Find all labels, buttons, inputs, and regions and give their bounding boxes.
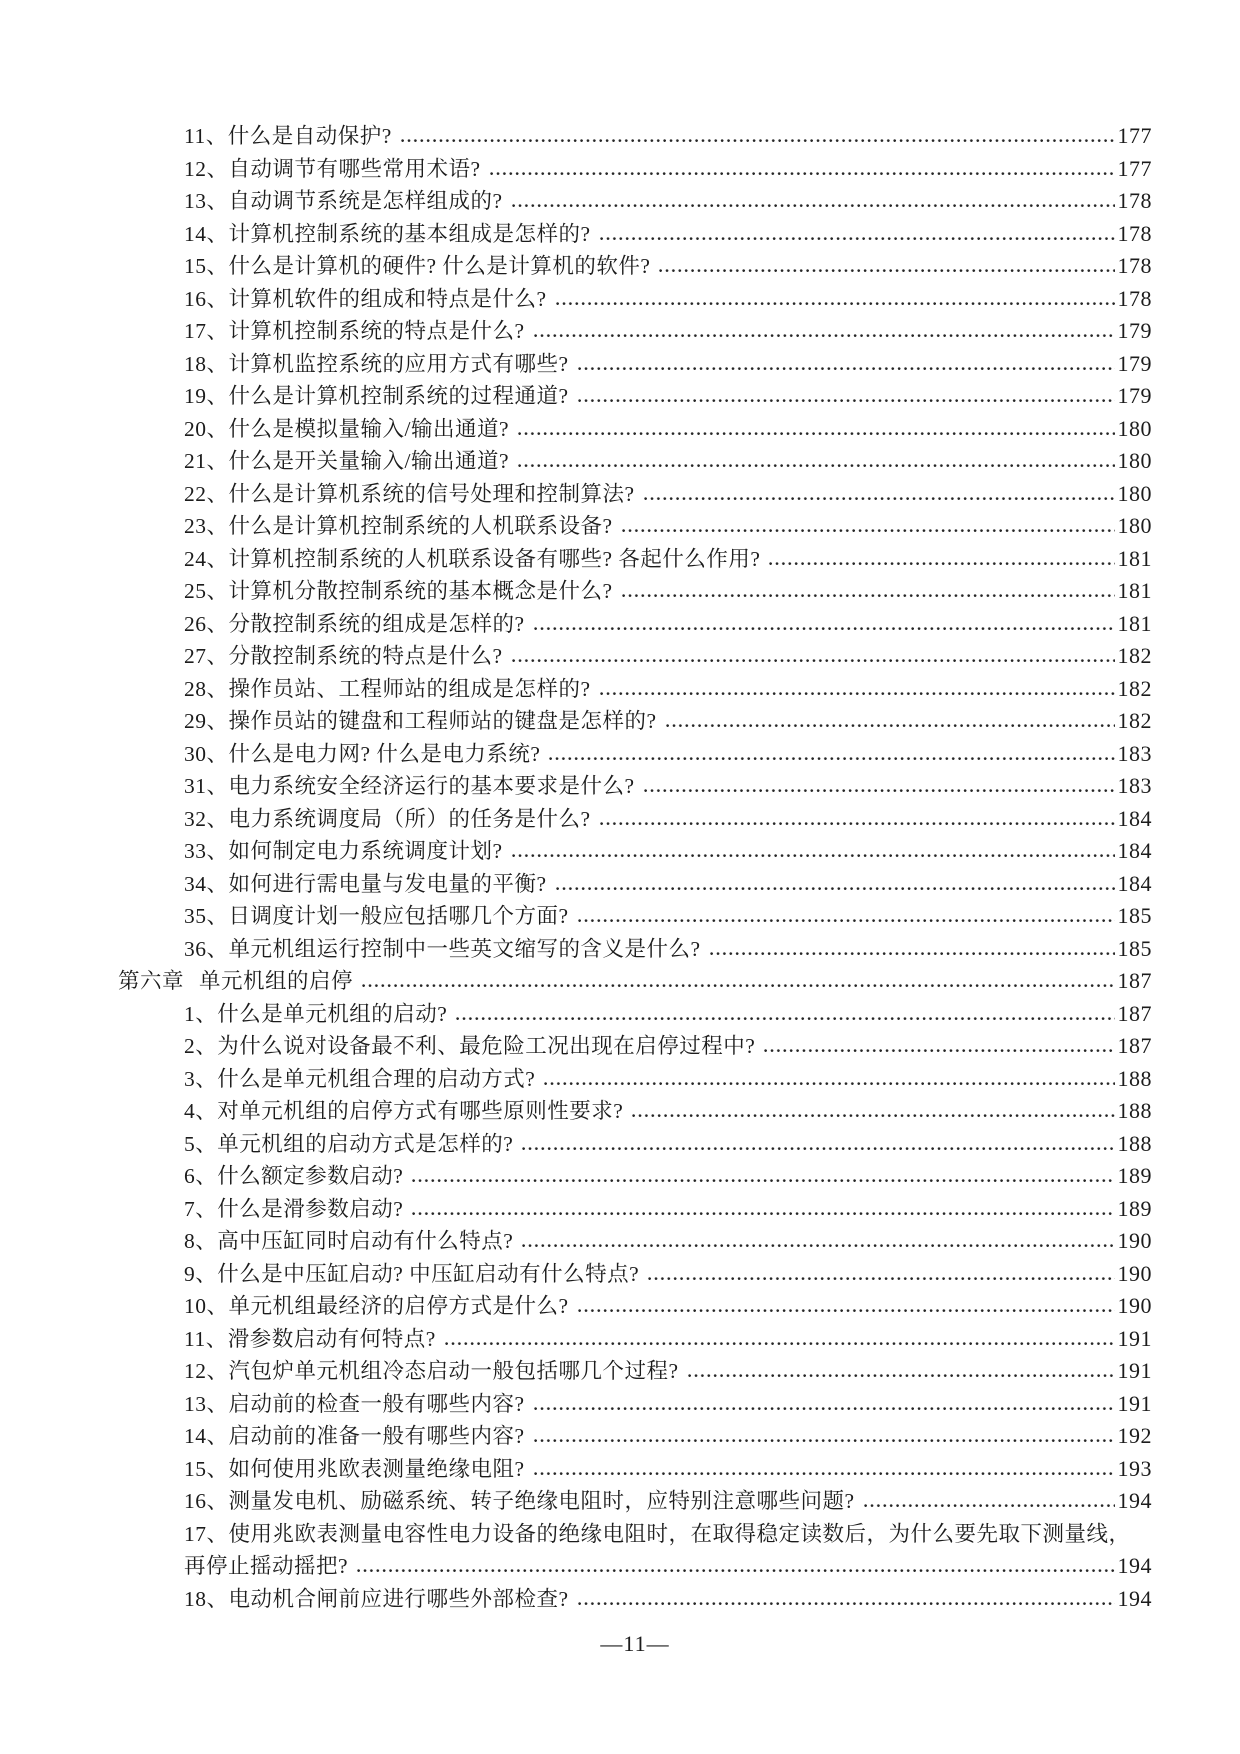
dot-leader [578, 1308, 1115, 1313]
dot-leader [490, 171, 1115, 176]
toc-page-number: 194 [1117, 1488, 1152, 1513]
toc-page-number: 180 [1117, 448, 1152, 473]
toc-entry-row [118, 153, 1152, 186]
toc-entry-row [118, 770, 1152, 803]
toc-entry-text: 1、什么是单元机组的启动? [184, 1001, 448, 1026]
toc-page-number: 181 [1117, 545, 1152, 571]
toc-entry-row [118, 1518, 1152, 1551]
toc-entry-text: 4、对单元机组的启停方式有哪些原则性要求? [184, 1099, 624, 1123]
page-footer [118, 1631, 1152, 1657]
toc-page-number: 183 [1117, 773, 1152, 798]
toc-entry-text: 18、电动机合闸前应进行哪些外部检查? [184, 1586, 569, 1611]
dot-leader [445, 1341, 1115, 1346]
dot-leader [534, 333, 1115, 338]
dot-leader [622, 593, 1115, 598]
dot-leader [534, 626, 1115, 631]
toc-page-number: 184 [1117, 870, 1152, 896]
dot-leader [522, 1146, 1114, 1151]
toc-entry-text: 22、什么是计算机系统的信号处理和控制算法? [184, 481, 635, 506]
toc-entry-row [118, 1225, 1152, 1258]
toc-entry-text: 31、电力系统安全经济运行的基本要求是什么? [184, 774, 635, 798]
toc-entry-row [118, 1550, 1152, 1583]
toc-page-number: 180 [1117, 513, 1152, 538]
toc-entry-row [118, 315, 1152, 348]
dot-leader [578, 918, 1115, 923]
toc-entry-row [118, 1160, 1152, 1193]
toc-page-number: 184 [1117, 805, 1152, 831]
dot-leader [688, 1373, 1115, 1378]
toc-entry-text: 3、什么是单元机组合理的启动方式? [184, 1066, 536, 1091]
toc-entry-row [118, 835, 1152, 868]
toc-entry-row [118, 380, 1152, 413]
toc-entry-row [118, 575, 1152, 608]
toc-page-number: 179 [1117, 383, 1152, 408]
dot-leader [648, 1276, 1114, 1281]
toc-entry-text: 5、单元机组的启动方式是怎样的? [184, 1131, 514, 1156]
toc-page-number: 184 [1117, 838, 1152, 863]
dot-leader [534, 1406, 1115, 1411]
toc-entry-row [118, 348, 1152, 381]
toc-entry-row [118, 640, 1152, 673]
toc-entry-row [118, 1258, 1152, 1291]
dot-leader [534, 1438, 1115, 1443]
toc-entry-text: 再停止摇动摇把? [184, 1554, 349, 1578]
dot-leader [864, 1503, 1115, 1508]
toc-entry-row [118, 803, 1152, 836]
toc-page-number: 182 [1117, 708, 1152, 733]
toc-entry-text: 11、滑参数启动有何特点? [184, 1326, 436, 1351]
toc-page-number: 191 [1117, 1358, 1152, 1383]
toc-entry-text: 28、操作员站、工程师站的组成是怎样的? [184, 676, 591, 701]
toc-chapter-number: 第六章 [118, 969, 185, 993]
toc-page-number: 191 [1117, 1325, 1152, 1351]
toc-page-number: 190 [1117, 1228, 1152, 1253]
toc-entry-row [118, 1063, 1152, 1096]
toc-entry-text: 33、如何制定电力系统调度计划? [184, 839, 503, 863]
toc-entry-text: 34、如何进行需电量与发电量的平衡? [184, 871, 547, 896]
toc-entry-text: 8、高中压缸同时启动有什么特点? [184, 1229, 514, 1253]
dot-leader [632, 1113, 1114, 1118]
toc-entry-text: 21、什么是开关量输入/输出通道? [184, 449, 510, 473]
toc-entry-row [118, 413, 1152, 446]
toc-page-number: 182 [1117, 675, 1152, 701]
dot-leader [659, 268, 1114, 273]
toc-entry-row [118, 1323, 1152, 1356]
dot-leader [600, 691, 1115, 696]
toc-entry-row [118, 868, 1152, 901]
toc-entry-row [118, 1420, 1152, 1453]
toc-entry-row [118, 1388, 1152, 1421]
toc-page-number: 180 [1117, 415, 1152, 441]
dot-leader [578, 398, 1115, 403]
toc-chapter-row [118, 965, 1152, 998]
toc-entry-row [118, 120, 1152, 153]
toc-page-number: 193 [1117, 1455, 1152, 1481]
toc-page-number: 187 [1117, 1000, 1152, 1026]
dot-leader [764, 1048, 1114, 1053]
dot-leader [544, 1081, 1114, 1086]
toc-page-number: 178 [1117, 253, 1152, 278]
toc-entry-text: 18、计算机监控系统的应用方式有哪些? [184, 351, 569, 376]
toc-entry-text: 17、计算机控制系统的特点是什么? [184, 319, 525, 343]
dot-leader [549, 756, 1114, 761]
toc-page-number: 185 [1117, 935, 1152, 961]
dot-leader [710, 951, 1115, 956]
dot-leader [518, 431, 1114, 436]
toc-page-number: 178 [1117, 220, 1152, 246]
toc-entry-text: 17、使用兆欧表测量电容性电力设备的绝缘电阻时，在取得稳定读数后，为什么要先取下测量线， [184, 1521, 1131, 1546]
toc-page-number: 178 [1117, 188, 1152, 213]
toc-entry-text: 24、计算机控制系统的人机联系设备有哪些? 各起什么作用? [184, 546, 761, 571]
toc-entry-text: 30、什么是电力网? 什么是电力系统? [184, 741, 541, 766]
toc-entry-text: 36、单元机组运行控制中一些英文缩写的含义是什么? [184, 936, 701, 961]
dot-leader [512, 853, 1115, 858]
toc-entry-text: 14、计算机控制系统的基本组成是怎样的? [184, 221, 591, 246]
dot-leader [600, 821, 1115, 826]
toc-list [118, 120, 1152, 1615]
toc-page-number: 180 [1117, 480, 1152, 506]
dot-leader [522, 1243, 1114, 1248]
dot-leader [512, 203, 1115, 208]
toc-page-number: 187 [1117, 968, 1152, 993]
toc-entry-text: 6、什么额定参数启动? [184, 1164, 404, 1188]
toc-page-number: 194 [1117, 1585, 1152, 1611]
dot-leader [600, 236, 1115, 241]
toc-entry-text: 32、电力系统调度局（所）的任务是什么? [184, 806, 591, 831]
toc-entry-row [118, 478, 1152, 511]
toc-entry-text: 11、什么是自动保护? [184, 124, 392, 148]
toc-page-number: 192 [1117, 1423, 1152, 1448]
toc-entry-text: 23、什么是计算机控制系统的人机联系设备? [184, 514, 613, 538]
toc-page-number: 177 [1117, 123, 1152, 148]
toc-page-number: 189 [1117, 1195, 1152, 1221]
dot-leader [578, 1601, 1115, 1606]
toc-entry-row [118, 1193, 1152, 1226]
toc-entry-row [118, 608, 1152, 641]
toc-entry-text: 单元机组的启停 [199, 969, 354, 993]
toc-page-number: 185 [1117, 903, 1152, 928]
dot-leader [578, 366, 1115, 371]
toc-entry-row [118, 510, 1152, 543]
toc-entry-text: 9、什么是中压缸启动? 中压缸启动有什么特点? [184, 1261, 640, 1286]
toc-entry-text: 29、操作员站的键盘和工程师站的键盘是怎样的? [184, 709, 657, 733]
toc-page-number: 177 [1117, 155, 1152, 181]
toc-page-number: 182 [1117, 643, 1152, 668]
toc-entry-row [118, 738, 1152, 771]
toc-entry-text: 12、汽包炉单元机组冷态启动一般包括哪几个过程? [184, 1359, 679, 1383]
toc-entry-text: 14、启动前的准备一般有哪些内容? [184, 1424, 525, 1448]
toc-entry-row [118, 1583, 1152, 1616]
dot-leader [456, 1016, 1114, 1021]
toc-page-number: 179 [1117, 318, 1152, 343]
toc-entry-text: 25、计算机分散控制系统的基本概念是什么? [184, 579, 613, 603]
toc-entry-text: 2、为什么说对设备最不利、最危险工况出现在启停过程中? [184, 1034, 756, 1058]
toc-page-number: 194 [1117, 1553, 1152, 1578]
toc-entry-text: 10、单元机组最经济的启停方式是什么? [184, 1294, 569, 1318]
dot-leader [666, 723, 1115, 728]
toc-entry-text: 16、计算机软件的组成和特点是什么? [184, 286, 547, 311]
dot-leader [769, 561, 1114, 566]
toc-entry-row [118, 900, 1152, 933]
toc-entry-row [118, 1485, 1152, 1518]
toc-entry-row [118, 1290, 1152, 1323]
dot-leader [556, 886, 1115, 891]
dot-leader [401, 138, 1115, 143]
toc-page-number: 181 [1117, 578, 1152, 603]
toc-entry-row [118, 705, 1152, 738]
dot-leader [644, 496, 1115, 501]
toc-entry-row [118, 1355, 1152, 1388]
toc-entry-row [118, 250, 1152, 283]
toc-page-number: 178 [1117, 285, 1152, 311]
dot-leader [644, 788, 1115, 793]
toc-entry-row [118, 998, 1152, 1031]
toc-entry-text: 20、什么是模拟量输入/输出通道? [184, 416, 510, 441]
toc-entry-text: 13、自动调节系统是怎样组成的? [184, 189, 503, 213]
toc-entry-row [118, 218, 1152, 251]
toc-entry-row [118, 673, 1152, 706]
dot-leader [518, 463, 1114, 468]
toc-entry-row [118, 445, 1152, 478]
toc-page-number: 190 [1117, 1293, 1152, 1318]
toc-entry-text: 12、自动调节有哪些常用术语? [184, 156, 481, 181]
toc-entry-text: 13、启动前的检查一般有哪些内容? [184, 1391, 525, 1416]
dot-leader [556, 301, 1115, 306]
toc-page-number: 179 [1117, 350, 1152, 376]
toc-page-number: 190 [1117, 1260, 1152, 1286]
toc-entry-text: 27、分散控制系统的特点是什么? [184, 644, 503, 668]
toc-page-number: 188 [1117, 1065, 1152, 1091]
toc-entry-row [118, 1453, 1152, 1486]
footer-page-number: —11— [600, 1631, 670, 1656]
dot-leader [622, 528, 1115, 533]
toc-page-number: 187 [1117, 1033, 1152, 1058]
toc-entry-row [118, 283, 1152, 316]
dot-leader [534, 1471, 1115, 1476]
toc-entry-row [118, 933, 1152, 966]
toc-entry-row [118, 185, 1152, 218]
toc-entry-row [118, 1030, 1152, 1063]
toc-entry-row [118, 543, 1152, 576]
toc-page-number: 181 [1117, 610, 1152, 636]
dot-leader [512, 658, 1115, 663]
toc-entry-text: 35、日调度计划一般应包括哪几个方面? [184, 904, 569, 928]
toc-entry-text: 7、什么是滑参数启动? [184, 1196, 404, 1221]
toc-entry-row [118, 1128, 1152, 1161]
dot-leader [412, 1178, 1114, 1183]
dot-leader [412, 1211, 1114, 1216]
toc-entry-text: 26、分散控制系统的组成是怎样的? [184, 611, 525, 636]
toc-entry-text: 19、什么是计算机控制系统的过程通道? [184, 384, 569, 408]
toc-page-number: 188 [1117, 1098, 1152, 1123]
toc-page-number: 191 [1117, 1390, 1152, 1416]
toc-entry-row [118, 1095, 1152, 1128]
dot-leader [357, 1568, 1114, 1573]
toc-entry-text: 15、如何使用兆欧表测量绝缘电阻? [184, 1456, 525, 1481]
toc-page-number: 188 [1117, 1130, 1152, 1156]
toc-page-number: 189 [1117, 1163, 1152, 1188]
toc-page-number: 183 [1117, 740, 1152, 766]
dot-leader [362, 983, 1114, 988]
toc-entry-text: 16、测量发电机、励磁系统、转子绝缘电阻时，应特别注意哪些问题? [184, 1489, 855, 1513]
toc-entry-text: 15、什么是计算机的硬件? 什么是计算机的软件? [184, 254, 651, 278]
